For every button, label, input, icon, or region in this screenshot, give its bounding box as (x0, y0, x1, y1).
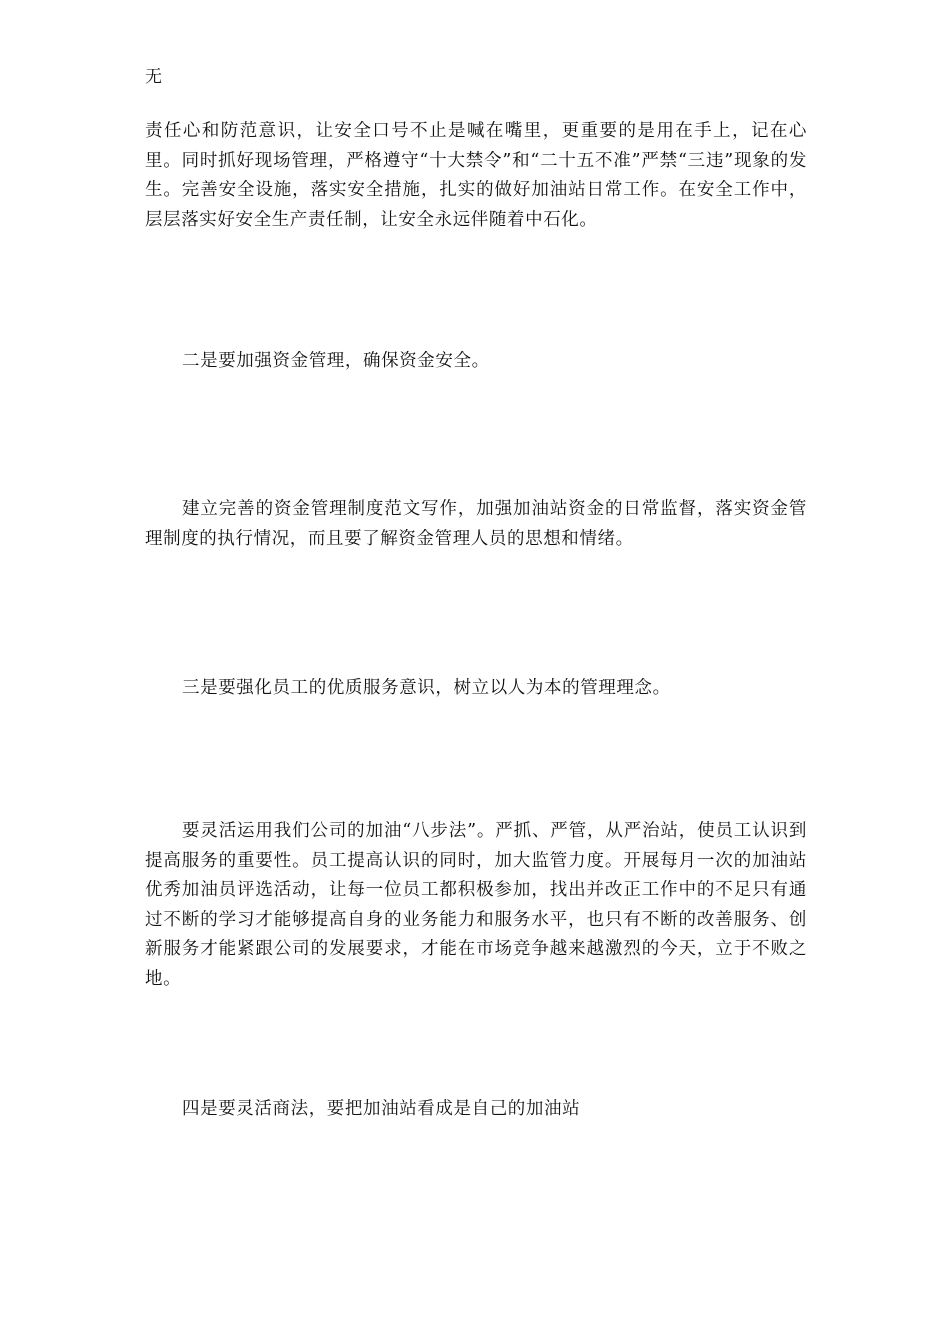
page-header: 无 (145, 67, 162, 87)
paragraph-safety-responsibility: 责任心和防范意识，让安全口号不止是喊在嘴里，更重要的是用在手上，记在心里。同时抓好现场管理，严格遵守“十大禁令”和“二十五不准”严禁“三违”现象的发生。完善安全设施，落实安全措施，扎实的做好加油站日常工作。在安全工作中，层层落实好安全生产责任制，让安全永远伴随着中石化。 (145, 121, 807, 230)
paragraph-fund-management-system: 建立完善的资金管理制度范文写作，加强加油站资金的日常监督，落实资金管理制度的执行情况，而且要了解资金管理人员的思想和情绪。 (145, 499, 807, 549)
paragraph-eight-step-method: 要灵活运用我们公司的加油“八步法”。严抓、严管，从严治站，使员工认识到提高服务的重要性。员工提高认识的同时，加大监管力度。开展每月一次的加油站优秀加油员评选活动，让每一位员工都积极参加，找出并改正工作中的不足只有通过不断的学习才能够提高自身的业务能力和服务水平，也只有不断的改善服务、创新服务才能紧跟公司的发展要求，才能在市场竞争越来越激烈的今天，立于不败之地。 (145, 821, 807, 989)
paragraph-fund-management-heading: 二是要加强资金管理，确保资金安全。 (182, 351, 490, 371)
paragraph-flexible-business-heading: 四是要灵活商法，要把加油站看成是自己的加油站 (182, 1099, 581, 1119)
paragraph-service-awareness-heading: 三是要强化员工的优质服务意识，树立以人为本的管理理念。 (182, 678, 671, 698)
